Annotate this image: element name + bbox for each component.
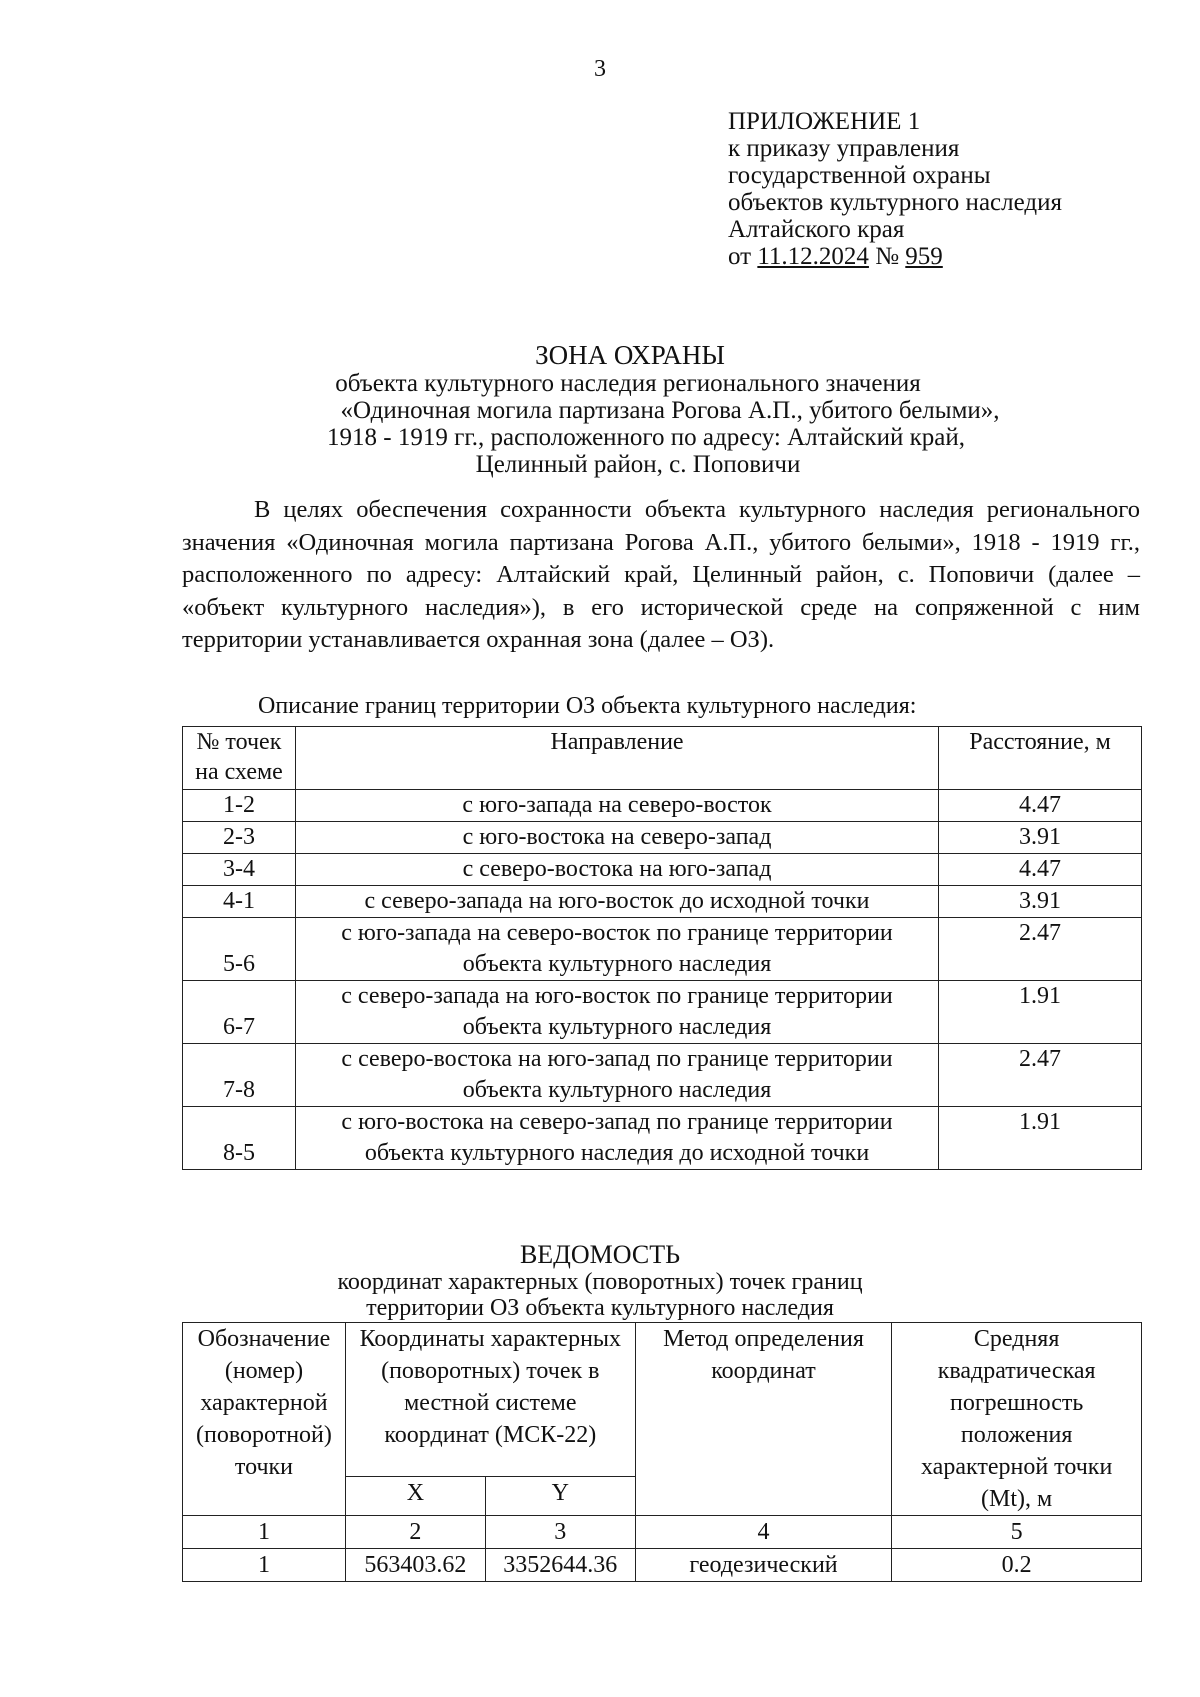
vedomost-subtitle-1: координат характерных (поворотных) точек границ — [337, 1269, 863, 1295]
column-number: 1 — [183, 1516, 346, 1549]
header-y: Y — [485, 1476, 635, 1515]
vedomost-title: ВЕДОМОСТЬ — [519, 1240, 681, 1269]
row-distance: 2.47 — [939, 918, 1142, 981]
header-distance: Расстояние, м — [939, 727, 1142, 790]
zone-subtitle-3: 1918 - 1919 гг., расположенного по адресу: Алтайский край, — [327, 424, 965, 451]
zone-title-block — [0, 340, 1200, 478]
column-number-row — [183, 1516, 1142, 1549]
number-prefix: № — [875, 243, 900, 270]
date-prefix: от — [728, 243, 752, 270]
row-distance: 4.47 — [939, 854, 1142, 886]
row-error: 0.2 — [892, 1549, 1142, 1582]
row-points: 8-5 — [183, 1107, 296, 1170]
row-distance: 2.47 — [939, 1044, 1142, 1107]
table-row — [183, 1107, 1142, 1170]
row-distance: 1.91 — [939, 981, 1142, 1044]
page-number: 3 — [594, 56, 606, 82]
header-direction: Направление — [295, 727, 938, 790]
appendix-line-2: государственной охраны — [728, 162, 991, 189]
row-distance: 3.91 — [939, 822, 1142, 854]
header-error: Средняя квадратическая погрешность положения характерной точки (Mt), м — [892, 1323, 1142, 1516]
coordinates-table — [182, 1322, 1142, 1582]
table-row — [183, 822, 1142, 854]
row-points: 4-1 — [183, 886, 296, 918]
row-distance: 3.91 — [939, 886, 1142, 918]
header-designation: Обозначение (номер) характерной (поворотной) точки — [183, 1323, 346, 1516]
row-direction: с северо-востока на юго-запад по границе территории объекта культурного наследия — [295, 1044, 938, 1107]
row-direction: с северо-запада на юго-восток до исходной точки — [295, 886, 938, 918]
table-row — [183, 981, 1142, 1044]
row-points: 6-7 — [183, 981, 296, 1044]
row-points: 5-6 — [183, 918, 296, 981]
boundary-table-body — [183, 790, 1142, 1170]
row-y: 3352644.36 — [485, 1549, 635, 1582]
row-direction: с юго-востока на северо-запад по границе территории объекта культурного наследия до исходной точки — [295, 1107, 938, 1170]
appendix-line-4: Алтайского края — [728, 216, 905, 243]
table-row — [183, 790, 1142, 822]
row-points: 1-2 — [183, 790, 296, 822]
row-direction: с юго-востока на северо-запад — [295, 822, 938, 854]
row-distance: 1.91 — [939, 1107, 1142, 1170]
intro-paragraph: В целях обеспечения сохранности объекта культурного наследия регионального значения «Одиночная могила партизана Рогова А.П., убитого белыми», 1918 - 1919 гг., расположенного по адресу: Алтайский край, Целинный район, с. Поповичи (далее – «объект культурного наследия»), в его исторической среде на сопряженной с ним территории устанавливается охранная зона (далее – ОЗ). — [182, 496, 1140, 654]
table-row — [183, 854, 1142, 886]
table-row — [183, 886, 1142, 918]
column-number: 4 — [635, 1516, 892, 1549]
table-row — [183, 918, 1142, 981]
boundary-header-row — [183, 727, 1142, 790]
table-row — [183, 1549, 1142, 1582]
zone-subtitle-1: объекта культурного наследия регионального значения — [335, 370, 921, 397]
appendix-title: ПРИЛОЖЕНИЕ 1 — [728, 108, 921, 135]
vedomost-title-block — [0, 1241, 1200, 1321]
row-point: 1 — [183, 1549, 346, 1582]
appendix-line-1: к приказу управления — [728, 135, 960, 162]
appendix-line-3: объектов культурного наследия — [728, 189, 1062, 216]
zone-title: ЗОНА ОХРАНЫ — [535, 340, 725, 370]
header-x: X — [345, 1476, 485, 1515]
row-direction: с юго-запада на северо-восток — [295, 790, 938, 822]
row-direction: с юго-запада на северо-восток по границе территории объекта культурного наследия — [295, 918, 938, 981]
coordinates-table-body — [183, 1516, 1142, 1582]
row-points: 7-8 — [183, 1044, 296, 1107]
row-points: 2-3 — [183, 822, 296, 854]
order-date: 11.12.2024 — [757, 243, 869, 270]
row-method: геодезический — [635, 1549, 892, 1582]
row-points: 3-4 — [183, 854, 296, 886]
appendix-date-line — [728, 243, 1062, 270]
column-number: 2 — [345, 1516, 485, 1549]
boundary-table — [182, 726, 1142, 1170]
row-direction: с северо-запада на юго-восток по границе территории объекта культурного наследия — [295, 981, 938, 1044]
coord-header-row-1 — [183, 1323, 1142, 1477]
row-x: 563403.62 — [345, 1549, 485, 1582]
order-number: 959 — [905, 243, 943, 270]
row-direction: с северо-востока на юго-запад — [295, 854, 938, 886]
header-points: № точек на схеме — [183, 727, 296, 790]
zone-subtitle-2: «Одиночная могила партизана Рогова А.П., убитого белыми», — [340, 397, 1000, 424]
vedomost-subtitle-2: территории ОЗ объекта культурного наследия — [366, 1295, 834, 1321]
row-distance: 4.47 — [939, 790, 1142, 822]
appendix-block — [728, 108, 1062, 270]
header-method: Метод определения координат — [635, 1323, 892, 1516]
header-coordinates: Координаты характерных (поворотных) точек в местной системе координат (МСК-22) — [345, 1323, 635, 1477]
zone-subtitle-4: Целинный район, с. Поповичи — [475, 451, 801, 478]
column-number: 5 — [892, 1516, 1142, 1549]
table-row — [183, 1044, 1142, 1107]
column-number: 3 — [485, 1516, 635, 1549]
boundary-table-caption: Описание границ территории ОЗ объекта культурного наследия: — [258, 693, 917, 719]
